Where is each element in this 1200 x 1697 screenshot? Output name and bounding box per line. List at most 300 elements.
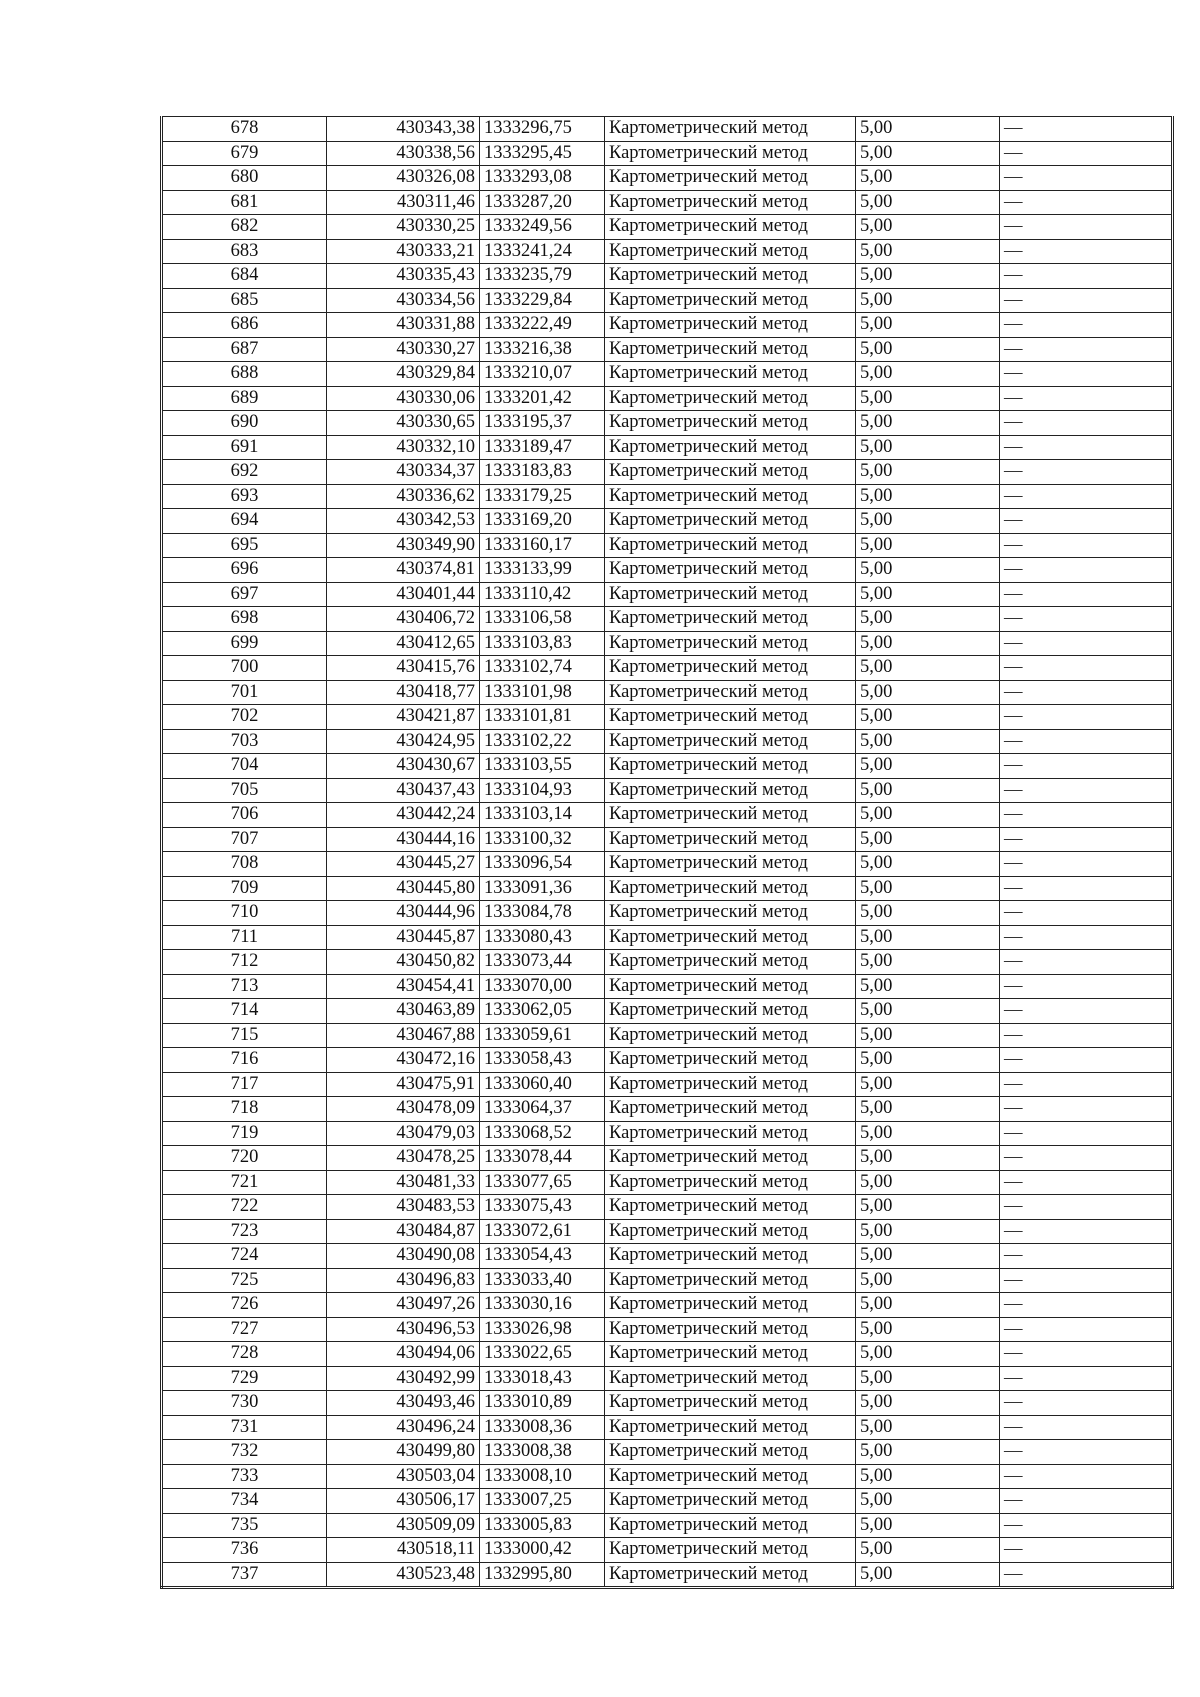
description-cell: — [1000, 974, 1173, 999]
coordinate-x-cell: 430334,56 [327, 288, 480, 313]
description-cell: — [1000, 680, 1173, 705]
coordinate-y-cell: 1333026,98 [480, 1317, 605, 1342]
table-row [162, 1513, 1173, 1538]
description-cell: — [1000, 288, 1173, 313]
table-row [162, 974, 1173, 999]
point-number-cell: 717 [162, 1072, 327, 1097]
point-number-cell: 725 [162, 1268, 327, 1293]
accuracy-cell: 5,00 [856, 582, 1000, 607]
coordinate-y-cell: 1333008,38 [480, 1440, 605, 1465]
coordinate-x-cell: 430331,88 [327, 313, 480, 338]
table-row [162, 729, 1173, 754]
method-cell: Картометрический метод [605, 264, 856, 289]
accuracy-cell: 5,00 [856, 925, 1000, 950]
method-cell: Картометрический метод [605, 754, 856, 779]
coordinate-y-cell: 1333008,36 [480, 1415, 605, 1440]
coordinate-x-cell: 430492,99 [327, 1366, 480, 1391]
method-cell: Картометрический метод [605, 1268, 856, 1293]
method-cell: Картометрический метод [605, 190, 856, 215]
description-cell: — [1000, 533, 1173, 558]
description-cell: — [1000, 362, 1173, 387]
accuracy-cell: 5,00 [856, 729, 1000, 754]
description-cell: — [1000, 1415, 1173, 1440]
method-cell: Картометрический метод [605, 1464, 856, 1489]
accuracy-cell: 5,00 [856, 1072, 1000, 1097]
description-cell: — [1000, 1562, 1173, 1588]
accuracy-cell: 5,00 [856, 1366, 1000, 1391]
point-number-cell: 687 [162, 337, 327, 362]
coordinate-y-cell: 1333106,58 [480, 607, 605, 632]
coordinate-x-cell: 430437,43 [327, 778, 480, 803]
table-row [162, 925, 1173, 950]
description-cell: — [1000, 1170, 1173, 1195]
point-number-cell: 729 [162, 1366, 327, 1391]
table-row [162, 1268, 1173, 1293]
description-cell: — [1000, 1048, 1173, 1073]
table-row [162, 288, 1173, 313]
accuracy-cell: 5,00 [856, 1244, 1000, 1269]
coordinate-x-cell: 430478,09 [327, 1097, 480, 1122]
description-cell: — [1000, 1513, 1173, 1538]
accuracy-cell: 5,00 [856, 950, 1000, 975]
table-row [162, 239, 1173, 264]
method-cell: Картометрический метод [605, 1562, 856, 1588]
description-cell: — [1000, 631, 1173, 656]
method-cell: Картометрический метод [605, 999, 856, 1024]
accuracy-cell: 5,00 [856, 1317, 1000, 1342]
point-number-cell: 680 [162, 166, 327, 191]
accuracy-cell: 5,00 [856, 117, 1000, 142]
table-row [162, 166, 1173, 191]
point-number-cell: 704 [162, 754, 327, 779]
accuracy-cell: 5,00 [856, 803, 1000, 828]
point-number-cell: 701 [162, 680, 327, 705]
description-cell: — [1000, 435, 1173, 460]
table-row [162, 680, 1173, 705]
description-cell: — [1000, 264, 1173, 289]
coordinate-x-cell: 430496,24 [327, 1415, 480, 1440]
accuracy-cell: 5,00 [856, 313, 1000, 338]
description-cell: — [1000, 1097, 1173, 1122]
description-cell: — [1000, 239, 1173, 264]
table-row [162, 1342, 1173, 1367]
coordinate-y-cell: 1333104,93 [480, 778, 605, 803]
description-cell: — [1000, 1146, 1173, 1171]
coordinate-x-cell: 430478,25 [327, 1146, 480, 1171]
method-cell: Картометрический метод [605, 1072, 856, 1097]
accuracy-cell: 5,00 [856, 876, 1000, 901]
method-cell: Картометрический метод [605, 1342, 856, 1367]
table-row [162, 1489, 1173, 1514]
point-number-cell: 691 [162, 435, 327, 460]
table-row [162, 460, 1173, 485]
table-row [162, 313, 1173, 338]
table-row [162, 582, 1173, 607]
description-cell: — [1000, 460, 1173, 485]
method-cell: Картометрический метод [605, 533, 856, 558]
point-number-cell: 718 [162, 1097, 327, 1122]
method-cell: Картометрический метод [605, 1048, 856, 1073]
coordinate-x-cell: 430444,96 [327, 901, 480, 926]
description-cell: — [1000, 754, 1173, 779]
point-number-cell: 679 [162, 141, 327, 166]
point-number-cell: 690 [162, 411, 327, 436]
method-cell: Картометрический метод [605, 876, 856, 901]
method-cell: Картометрический метод [605, 1195, 856, 1220]
method-cell: Картометрический метод [605, 1146, 856, 1171]
table-row [162, 999, 1173, 1024]
coordinate-x-cell: 430412,65 [327, 631, 480, 656]
coordinate-x-cell: 430330,06 [327, 386, 480, 411]
point-number-cell: 703 [162, 729, 327, 754]
point-number-cell: 716 [162, 1048, 327, 1073]
table-row [162, 1317, 1173, 1342]
description-cell: — [1000, 117, 1173, 142]
coordinate-x-cell: 430333,21 [327, 239, 480, 264]
coordinate-x-cell: 430401,44 [327, 582, 480, 607]
coordinate-x-cell: 430490,08 [327, 1244, 480, 1269]
coordinate-x-cell: 430329,84 [327, 362, 480, 387]
coordinate-x-cell: 430496,53 [327, 1317, 480, 1342]
table-row [162, 1121, 1173, 1146]
table-row [162, 631, 1173, 656]
coordinate-y-cell: 1333133,99 [480, 558, 605, 583]
coordinate-y-cell: 1333068,52 [480, 1121, 605, 1146]
coordinate-y-cell: 1333000,42 [480, 1538, 605, 1563]
description-cell: — [1000, 215, 1173, 240]
coordinate-y-cell: 1333059,61 [480, 1023, 605, 1048]
coordinate-x-cell: 430506,17 [327, 1489, 480, 1514]
coordinates-table [160, 116, 1174, 1589]
coordinate-x-cell: 430330,27 [327, 337, 480, 362]
table-row [162, 386, 1173, 411]
accuracy-cell: 5,00 [856, 337, 1000, 362]
method-cell: Картометрический метод [605, 950, 856, 975]
method-cell: Картометрический метод [605, 337, 856, 362]
method-cell: Картометрический метод [605, 288, 856, 313]
table-row [162, 754, 1173, 779]
coordinates-table-body [162, 117, 1173, 1588]
method-cell: Картометрический метод [605, 925, 856, 950]
table-row [162, 1415, 1173, 1440]
description-cell: — [1000, 509, 1173, 534]
description-cell: — [1000, 1391, 1173, 1416]
table-row [162, 362, 1173, 387]
description-cell: — [1000, 925, 1173, 950]
method-cell: Картометрический метод [605, 1219, 856, 1244]
accuracy-cell: 5,00 [856, 754, 1000, 779]
description-cell: — [1000, 876, 1173, 901]
coordinate-y-cell: 1333005,83 [480, 1513, 605, 1538]
point-number-cell: 688 [162, 362, 327, 387]
coordinate-x-cell: 430334,37 [327, 460, 480, 485]
coordinate-y-cell: 1333241,24 [480, 239, 605, 264]
accuracy-cell: 5,00 [856, 1440, 1000, 1465]
accuracy-cell: 5,00 [856, 558, 1000, 583]
coordinate-y-cell: 1333064,37 [480, 1097, 605, 1122]
coordinate-x-cell: 430493,46 [327, 1391, 480, 1416]
method-cell: Картометрический метод [605, 484, 856, 509]
description-cell: — [1000, 656, 1173, 681]
coordinate-y-cell: 1333100,32 [480, 827, 605, 852]
point-number-cell: 698 [162, 607, 327, 632]
coordinate-x-cell: 430499,80 [327, 1440, 480, 1465]
table-row [162, 1293, 1173, 1318]
point-number-cell: 686 [162, 313, 327, 338]
point-number-cell: 678 [162, 117, 327, 142]
point-number-cell: 726 [162, 1293, 327, 1318]
table-row [162, 876, 1173, 901]
point-number-cell: 720 [162, 1146, 327, 1171]
coordinate-x-cell: 430349,90 [327, 533, 480, 558]
point-number-cell: 735 [162, 1513, 327, 1538]
point-number-cell: 724 [162, 1244, 327, 1269]
description-cell: — [1000, 1072, 1173, 1097]
point-number-cell: 685 [162, 288, 327, 313]
point-number-cell: 711 [162, 925, 327, 950]
point-number-cell: 682 [162, 215, 327, 240]
coordinate-y-cell: 1333033,40 [480, 1268, 605, 1293]
accuracy-cell: 5,00 [856, 852, 1000, 877]
method-cell: Картометрический метод [605, 362, 856, 387]
description-cell: — [1000, 1489, 1173, 1514]
table-row [162, 901, 1173, 926]
point-number-cell: 712 [162, 950, 327, 975]
method-cell: Картометрический метод [605, 656, 856, 681]
point-number-cell: 702 [162, 705, 327, 730]
description-cell: — [1000, 1268, 1173, 1293]
description-cell: — [1000, 1219, 1173, 1244]
method-cell: Картометрический метод [605, 778, 856, 803]
description-cell: — [1000, 607, 1173, 632]
accuracy-cell: 5,00 [856, 1513, 1000, 1538]
description-cell: — [1000, 1464, 1173, 1489]
point-number-cell: 737 [162, 1562, 327, 1588]
method-cell: Картометрический метод [605, 386, 856, 411]
point-number-cell: 696 [162, 558, 327, 583]
point-number-cell: 694 [162, 509, 327, 534]
point-number-cell: 689 [162, 386, 327, 411]
point-number-cell: 692 [162, 460, 327, 485]
table-row [162, 1023, 1173, 1048]
point-number-cell: 719 [162, 1121, 327, 1146]
table-row [162, 484, 1173, 509]
coordinate-x-cell: 430430,67 [327, 754, 480, 779]
method-cell: Картометрический метод [605, 1097, 856, 1122]
point-number-cell: 709 [162, 876, 327, 901]
coordinate-y-cell: 1333222,49 [480, 313, 605, 338]
coordinate-y-cell: 1333103,83 [480, 631, 605, 656]
table-row [162, 827, 1173, 852]
accuracy-cell: 5,00 [856, 1489, 1000, 1514]
description-cell: — [1000, 411, 1173, 436]
method-cell: Картометрический метод [605, 1415, 856, 1440]
coordinate-y-cell: 1333103,14 [480, 803, 605, 828]
accuracy-cell: 5,00 [856, 435, 1000, 460]
coordinate-x-cell: 430497,26 [327, 1293, 480, 1318]
coordinate-x-cell: 430479,03 [327, 1121, 480, 1146]
description-cell: — [1000, 705, 1173, 730]
method-cell: Картометрический метод [605, 1244, 856, 1269]
accuracy-cell: 5,00 [856, 974, 1000, 999]
accuracy-cell: 5,00 [856, 705, 1000, 730]
method-cell: Картометрический метод [605, 1513, 856, 1538]
method-cell: Картометрический метод [605, 1293, 856, 1318]
description-cell: — [1000, 1244, 1173, 1269]
table-row [162, 778, 1173, 803]
method-cell: Картометрический метод [605, 411, 856, 436]
description-cell: — [1000, 1342, 1173, 1367]
coordinate-x-cell: 430475,91 [327, 1072, 480, 1097]
description-cell: — [1000, 313, 1173, 338]
coordinate-y-cell: 1333249,56 [480, 215, 605, 240]
method-cell: Картометрический метод [605, 435, 856, 460]
table-row [162, 190, 1173, 215]
method-cell: Картометрический метод [605, 1317, 856, 1342]
coordinate-y-cell: 1333287,20 [480, 190, 605, 215]
description-cell: — [1000, 484, 1173, 509]
coordinate-x-cell: 430343,38 [327, 117, 480, 142]
point-number-cell: 705 [162, 778, 327, 803]
coordinate-y-cell: 1333101,81 [480, 705, 605, 730]
accuracy-cell: 5,00 [856, 827, 1000, 852]
table-row [162, 1146, 1173, 1171]
method-cell: Картометрический метод [605, 460, 856, 485]
coordinate-y-cell: 1333110,42 [480, 582, 605, 607]
coordinate-y-cell: 1333235,79 [480, 264, 605, 289]
coordinate-y-cell: 1333007,25 [480, 1489, 605, 1514]
coordinate-x-cell: 430332,10 [327, 435, 480, 460]
method-cell: Картометрический метод [605, 705, 856, 730]
table-row [162, 558, 1173, 583]
coordinate-y-cell: 1333101,98 [480, 680, 605, 705]
coordinate-y-cell: 1333058,43 [480, 1048, 605, 1073]
method-cell: Картометрический метод [605, 803, 856, 828]
description-cell: — [1000, 166, 1173, 191]
table-row [162, 533, 1173, 558]
coordinate-x-cell: 430374,81 [327, 558, 480, 583]
coordinate-x-cell: 430342,53 [327, 509, 480, 534]
coordinate-y-cell: 1333054,43 [480, 1244, 605, 1269]
accuracy-cell: 5,00 [856, 1097, 1000, 1122]
coordinate-y-cell: 1333096,54 [480, 852, 605, 877]
point-number-cell: 684 [162, 264, 327, 289]
coordinate-x-cell: 430481,33 [327, 1170, 480, 1195]
coordinate-y-cell: 1333010,89 [480, 1391, 605, 1416]
table-row [162, 141, 1173, 166]
point-number-cell: 722 [162, 1195, 327, 1220]
table-row [162, 1195, 1173, 1220]
table-row [162, 656, 1173, 681]
point-number-cell: 721 [162, 1170, 327, 1195]
coordinate-x-cell: 430523,48 [327, 1562, 480, 1588]
table-row [162, 1538, 1173, 1563]
accuracy-cell: 5,00 [856, 1195, 1000, 1220]
coordinate-y-cell: 1333179,25 [480, 484, 605, 509]
point-number-cell: 683 [162, 239, 327, 264]
coordinate-x-cell: 430518,11 [327, 1538, 480, 1563]
accuracy-cell: 5,00 [856, 1464, 1000, 1489]
point-number-cell: 695 [162, 533, 327, 558]
coordinate-y-cell: 1333102,22 [480, 729, 605, 754]
point-number-cell: 681 [162, 190, 327, 215]
coordinate-y-cell: 1333183,83 [480, 460, 605, 485]
table-row [162, 509, 1173, 534]
accuracy-cell: 5,00 [856, 1146, 1000, 1171]
description-cell: — [1000, 999, 1173, 1024]
accuracy-cell: 5,00 [856, 1048, 1000, 1073]
table-row [162, 1440, 1173, 1465]
coordinate-x-cell: 430509,09 [327, 1513, 480, 1538]
coordinate-x-cell: 430445,27 [327, 852, 480, 877]
table-row [162, 215, 1173, 240]
table-row [162, 435, 1173, 460]
table-row [162, 852, 1173, 877]
coordinate-x-cell: 430336,62 [327, 484, 480, 509]
accuracy-cell: 5,00 [856, 656, 1000, 681]
coordinate-y-cell: 1333060,40 [480, 1072, 605, 1097]
coordinate-x-cell: 430483,53 [327, 1195, 480, 1220]
coordinate-y-cell: 1333072,61 [480, 1219, 605, 1244]
point-number-cell: 727 [162, 1317, 327, 1342]
method-cell: Картометрический метод [605, 1489, 856, 1514]
coordinate-y-cell: 1333229,84 [480, 288, 605, 313]
coordinate-y-cell: 1333022,65 [480, 1342, 605, 1367]
point-number-cell: 710 [162, 901, 327, 926]
description-cell: — [1000, 1366, 1173, 1391]
method-cell: Картометрический метод [605, 852, 856, 877]
method-cell: Картометрический метод [605, 607, 856, 632]
point-number-cell: 733 [162, 1464, 327, 1489]
coordinate-x-cell: 430330,65 [327, 411, 480, 436]
table-row [162, 1244, 1173, 1269]
coordinate-x-cell: 430338,56 [327, 141, 480, 166]
method-cell: Картометрический метод [605, 1391, 856, 1416]
method-cell: Картометрический метод [605, 729, 856, 754]
table-row [162, 1170, 1173, 1195]
coordinate-x-cell: 430463,89 [327, 999, 480, 1024]
method-cell: Картометрический метод [605, 509, 856, 534]
coordinate-y-cell: 1333030,16 [480, 1293, 605, 1318]
coordinate-x-cell: 430326,08 [327, 166, 480, 191]
description-cell: — [1000, 852, 1173, 877]
point-number-cell: 734 [162, 1489, 327, 1514]
point-number-cell: 715 [162, 1023, 327, 1048]
accuracy-cell: 5,00 [856, 1121, 1000, 1146]
method-cell: Картометрический метод [605, 166, 856, 191]
coordinate-y-cell: 1333008,10 [480, 1464, 605, 1489]
description-cell: — [1000, 950, 1173, 975]
coordinate-y-cell: 1333078,44 [480, 1146, 605, 1171]
coordinate-x-cell: 430330,25 [327, 215, 480, 240]
method-cell: Картометрический метод [605, 1170, 856, 1195]
coordinate-y-cell: 1333077,65 [480, 1170, 605, 1195]
table-row [162, 803, 1173, 828]
table-row [162, 411, 1173, 436]
coordinate-x-cell: 430415,76 [327, 656, 480, 681]
coordinate-x-cell: 430445,87 [327, 925, 480, 950]
description-cell: — [1000, 1121, 1173, 1146]
coordinate-y-cell: 1333091,36 [480, 876, 605, 901]
method-cell: Картометрический метод [605, 141, 856, 166]
method-cell: Картометрический метод [605, 313, 856, 338]
method-cell: Картометрический метод [605, 215, 856, 240]
coordinate-x-cell: 430472,16 [327, 1048, 480, 1073]
table-row [162, 1562, 1173, 1588]
method-cell: Картометрический метод [605, 239, 856, 264]
accuracy-cell: 5,00 [856, 631, 1000, 656]
method-cell: Картометрический метод [605, 680, 856, 705]
